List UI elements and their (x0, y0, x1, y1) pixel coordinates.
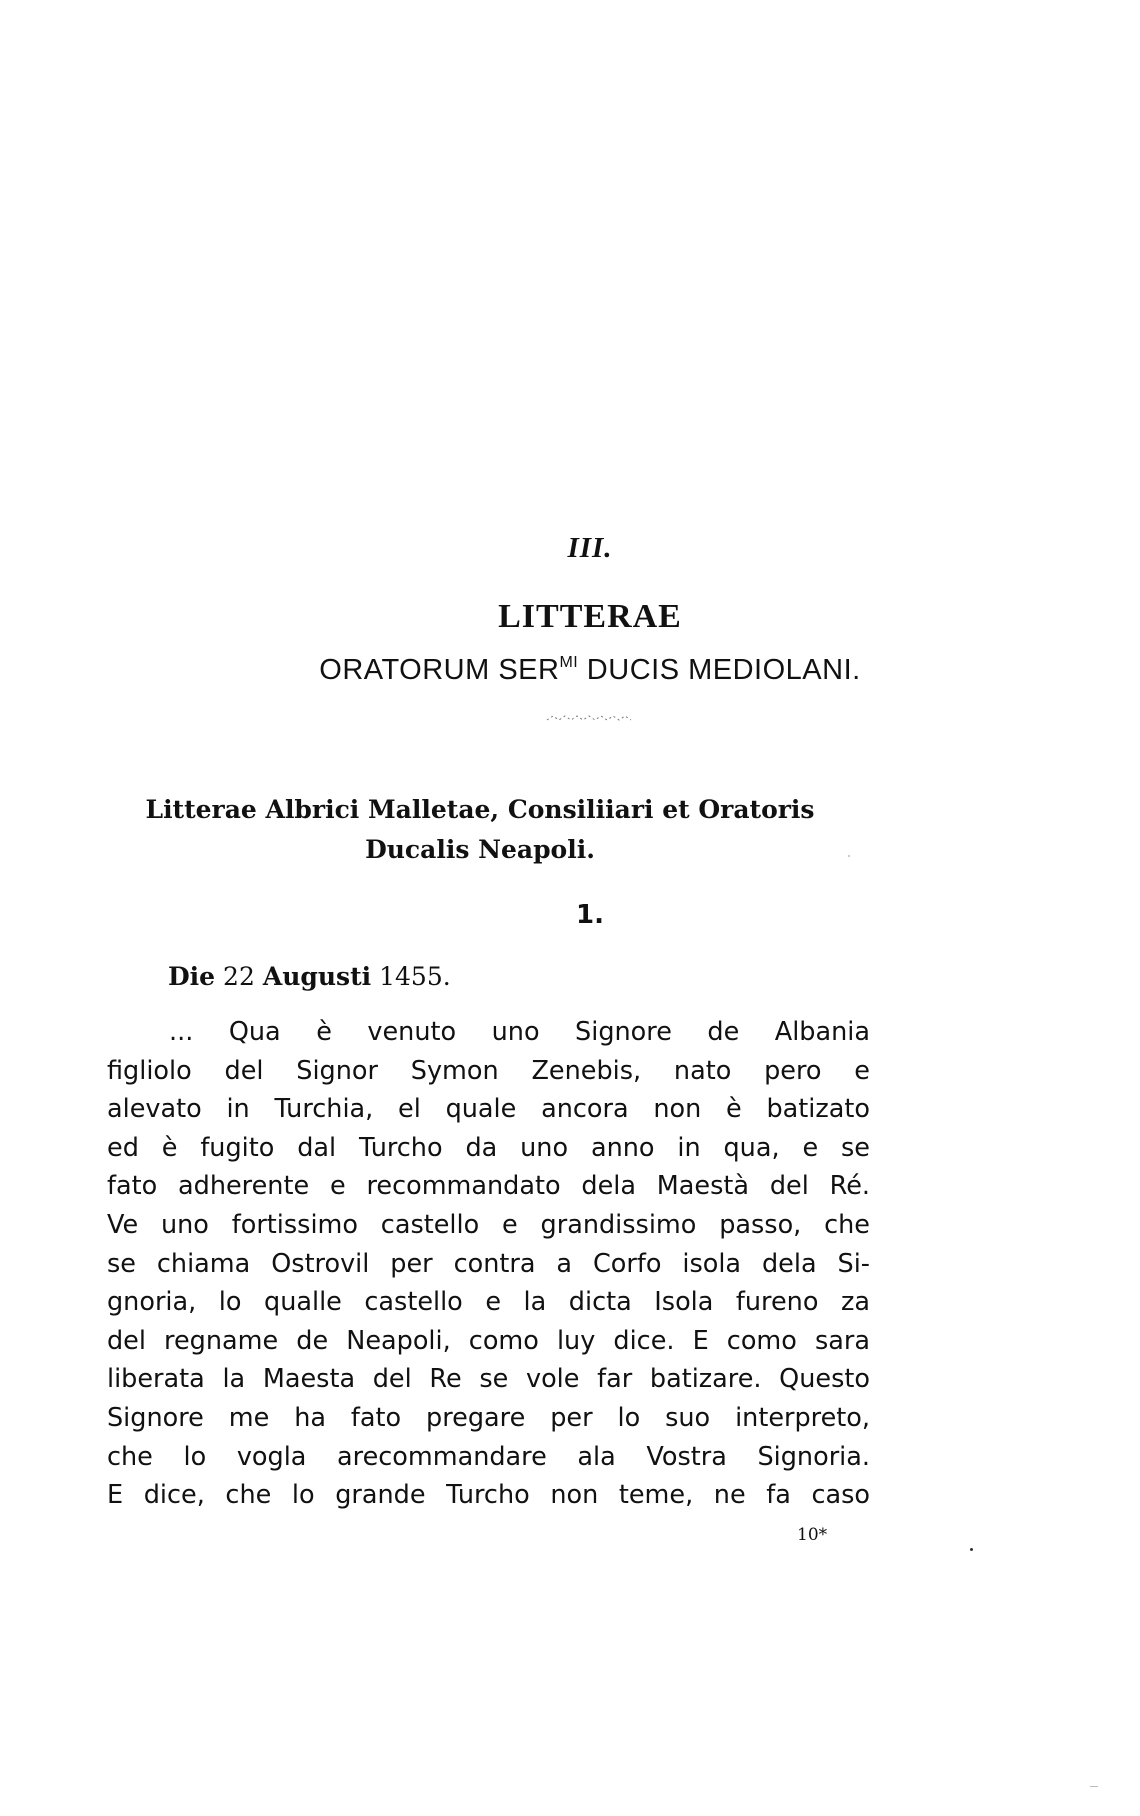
speck (1090, 1786, 1098, 1787)
body-line: Signore me ha fato pregare per lo suo interpreto, (107, 1402, 870, 1433)
body-line: ... Qua è venuto uno Signore de Albania (169, 1017, 870, 1047)
signature-mark: 10* (797, 1525, 828, 1545)
body-line: Ve uno fortissimo castello e grandissimo passo, che (107, 1209, 870, 1240)
section-title (100, 790, 860, 870)
body-line: alevato in Turchia, el quale ancora non è batizato (107, 1094, 870, 1125)
body-line: se chiama Ostrovil per contra a Corfo isola dela Si- (107, 1248, 870, 1279)
date-year: 1455. (379, 962, 451, 991)
date-month: Augusti (262, 962, 372, 991)
letter-number: 1. (576, 900, 604, 930)
body-line: E dice, che lo grande Turcho non teme, ne fa caso (107, 1480, 870, 1511)
letter-body (107, 1013, 870, 1515)
body-line: che lo vogla arecommandare ala Vostra Signoria. (107, 1441, 870, 1472)
ornament-divider (0, 712, 1140, 726)
date-prefix: Die (168, 962, 216, 991)
body-line: fato adherente e recommandato dela Maestà del Ré. (107, 1171, 870, 1202)
section-title-line-1: Litterae Albrici Malletae, Consiliiari et Oratoris (145, 795, 815, 824)
ornament-squiggle (545, 713, 635, 723)
body-line: gnoria, lo qualle castello e la dicta Isola fureno za (107, 1287, 870, 1318)
body-line: ed è fugito dal Turcho da uno anno in qua, e se (107, 1132, 870, 1163)
subheading-main: ORATORUM SER (319, 654, 560, 686)
chapter-subheading (0, 654, 1140, 687)
speck (848, 855, 850, 857)
body-line: liberata la Maesta del Re se vole far batizare. Questo (107, 1364, 870, 1395)
chapter-number: III. (567, 532, 613, 564)
subheading-rest: DUCIS MEDIOLANI. (578, 654, 861, 686)
body-line: del regname de Neapoli, como luy dice. E como sara (107, 1325, 870, 1356)
subheading-superscript: MI (559, 654, 579, 671)
speck (970, 1548, 973, 1551)
section-title-line-2: Ducalis Neapoli. (365, 835, 595, 864)
date-day: 22 (223, 962, 255, 991)
letter-date (168, 962, 451, 991)
body-line: figliolo del Signor Symon Zenebis, nato pero e (107, 1055, 870, 1086)
chapter-heading: LITTERAE (498, 598, 682, 635)
